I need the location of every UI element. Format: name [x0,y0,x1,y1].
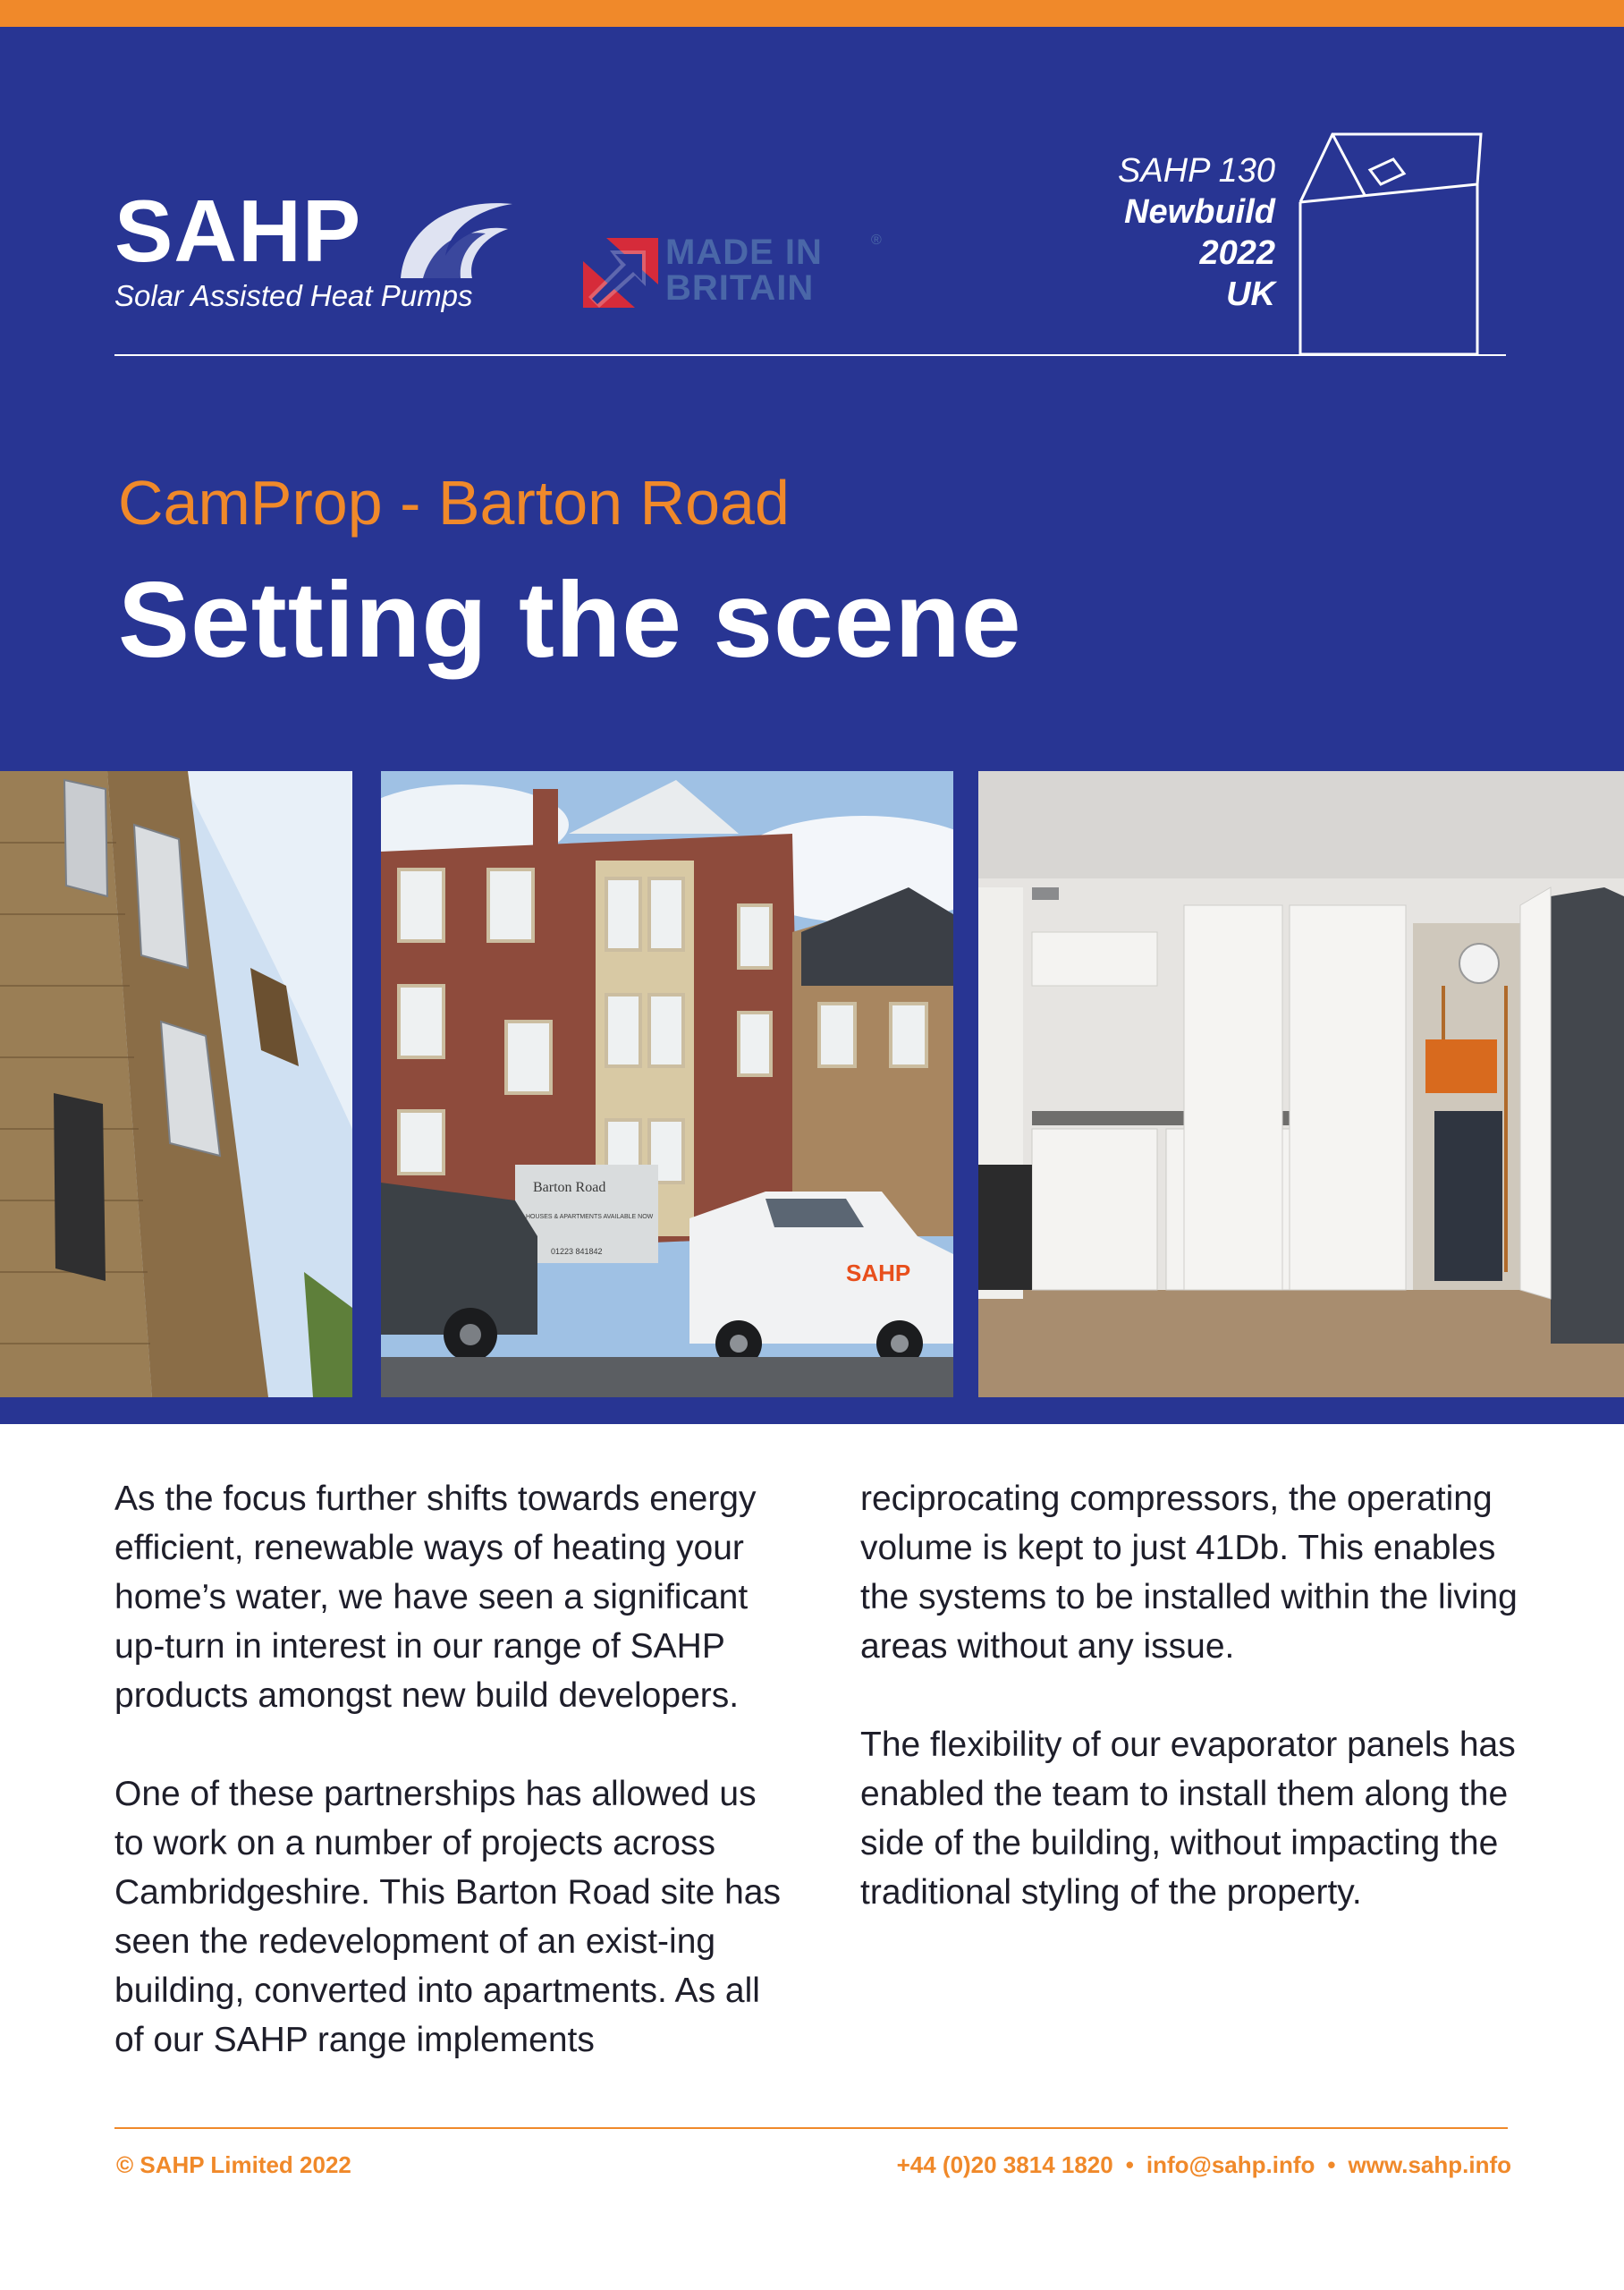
body-paragraph-1: As the focus further shifts towards energy efficient, renewable ways of heating your home’s water, we have seen a significant up-turn in interest in our range of SAHP products amongst new build developers. [114,1480,757,1715]
footer-contact [897,2151,1511,2179]
footer-separator: • [1327,2151,1336,2178]
logo-wordmark: SAHP [114,182,362,280]
top-accent-bar [0,0,1624,27]
sign-name: Barton Road [533,1180,606,1195]
made-in-britain-text [665,234,823,306]
footer-email[interactable]: info@sahp.info [1146,2151,1315,2178]
arrow-flag-icon [583,238,658,308]
body-paragraph-3: reciprocating compressors, the operating volume is kept to just 41Db. This enables the systems to be installed within the living areas without any issue. [860,1480,1518,1666]
footer-separator: • [1125,2151,1134,2178]
heat-pump-unit-icon [1297,131,1511,358]
photo-side-wall-panels [0,771,352,1397]
wave-icon [396,193,517,283]
registered-mark: ® [871,233,882,248]
product-model: SAHP 130 [1117,152,1275,190]
made-in-line: MADE IN [665,233,823,272]
product-label [1118,150,1275,315]
sign-text: HOUSES & APARTMENTS AVAILABLE NOW [526,1214,654,1220]
product-year: 2022 [1199,234,1275,272]
photo-kitchen-installation [978,771,1624,1397]
body-column-left [114,1474,785,2114]
logo-tagline: Solar Assisted Heat Pumps [114,279,473,312]
footer-divider [114,2127,1508,2129]
product-type: Newbuild [1124,193,1275,231]
footer-phone[interactable]: +44 (0)20 3814 1820 [896,2151,1113,2178]
sign-phone: 01223 841842 [551,1247,603,1256]
footer-website[interactable]: www.sahp.info [1348,2151,1511,2178]
photo-barton-road-building [381,771,953,1397]
page-subtitle: CamProp - Barton Road [118,468,790,538]
page-title: Setting the scene [118,560,1022,680]
footer-copyright: © SAHP Limited 2022 [116,2151,351,2178]
van-logo: SAHP [846,1260,911,1286]
made-in-britain-badge [583,234,896,315]
product-country: UK [1226,276,1275,313]
britain-line: BRITAIN [665,268,815,308]
body-paragraph-2: One of these partnerships has allowed us to work on a number of projects across Cambridgeshire. This Barton Road site has seen the redevelopment of an exist-ing building, converted into apartments. As all of our SAHP range implements [114,1775,781,2059]
sahp-logo [114,182,508,320]
body-column-right [860,1474,1531,1966]
body-paragraph-4: The flexibility of our evaporator panels has enabled the team to install them along the side of the building, without impacting the traditional styling of the property. [860,1726,1516,1912]
header-divider [114,354,1506,356]
